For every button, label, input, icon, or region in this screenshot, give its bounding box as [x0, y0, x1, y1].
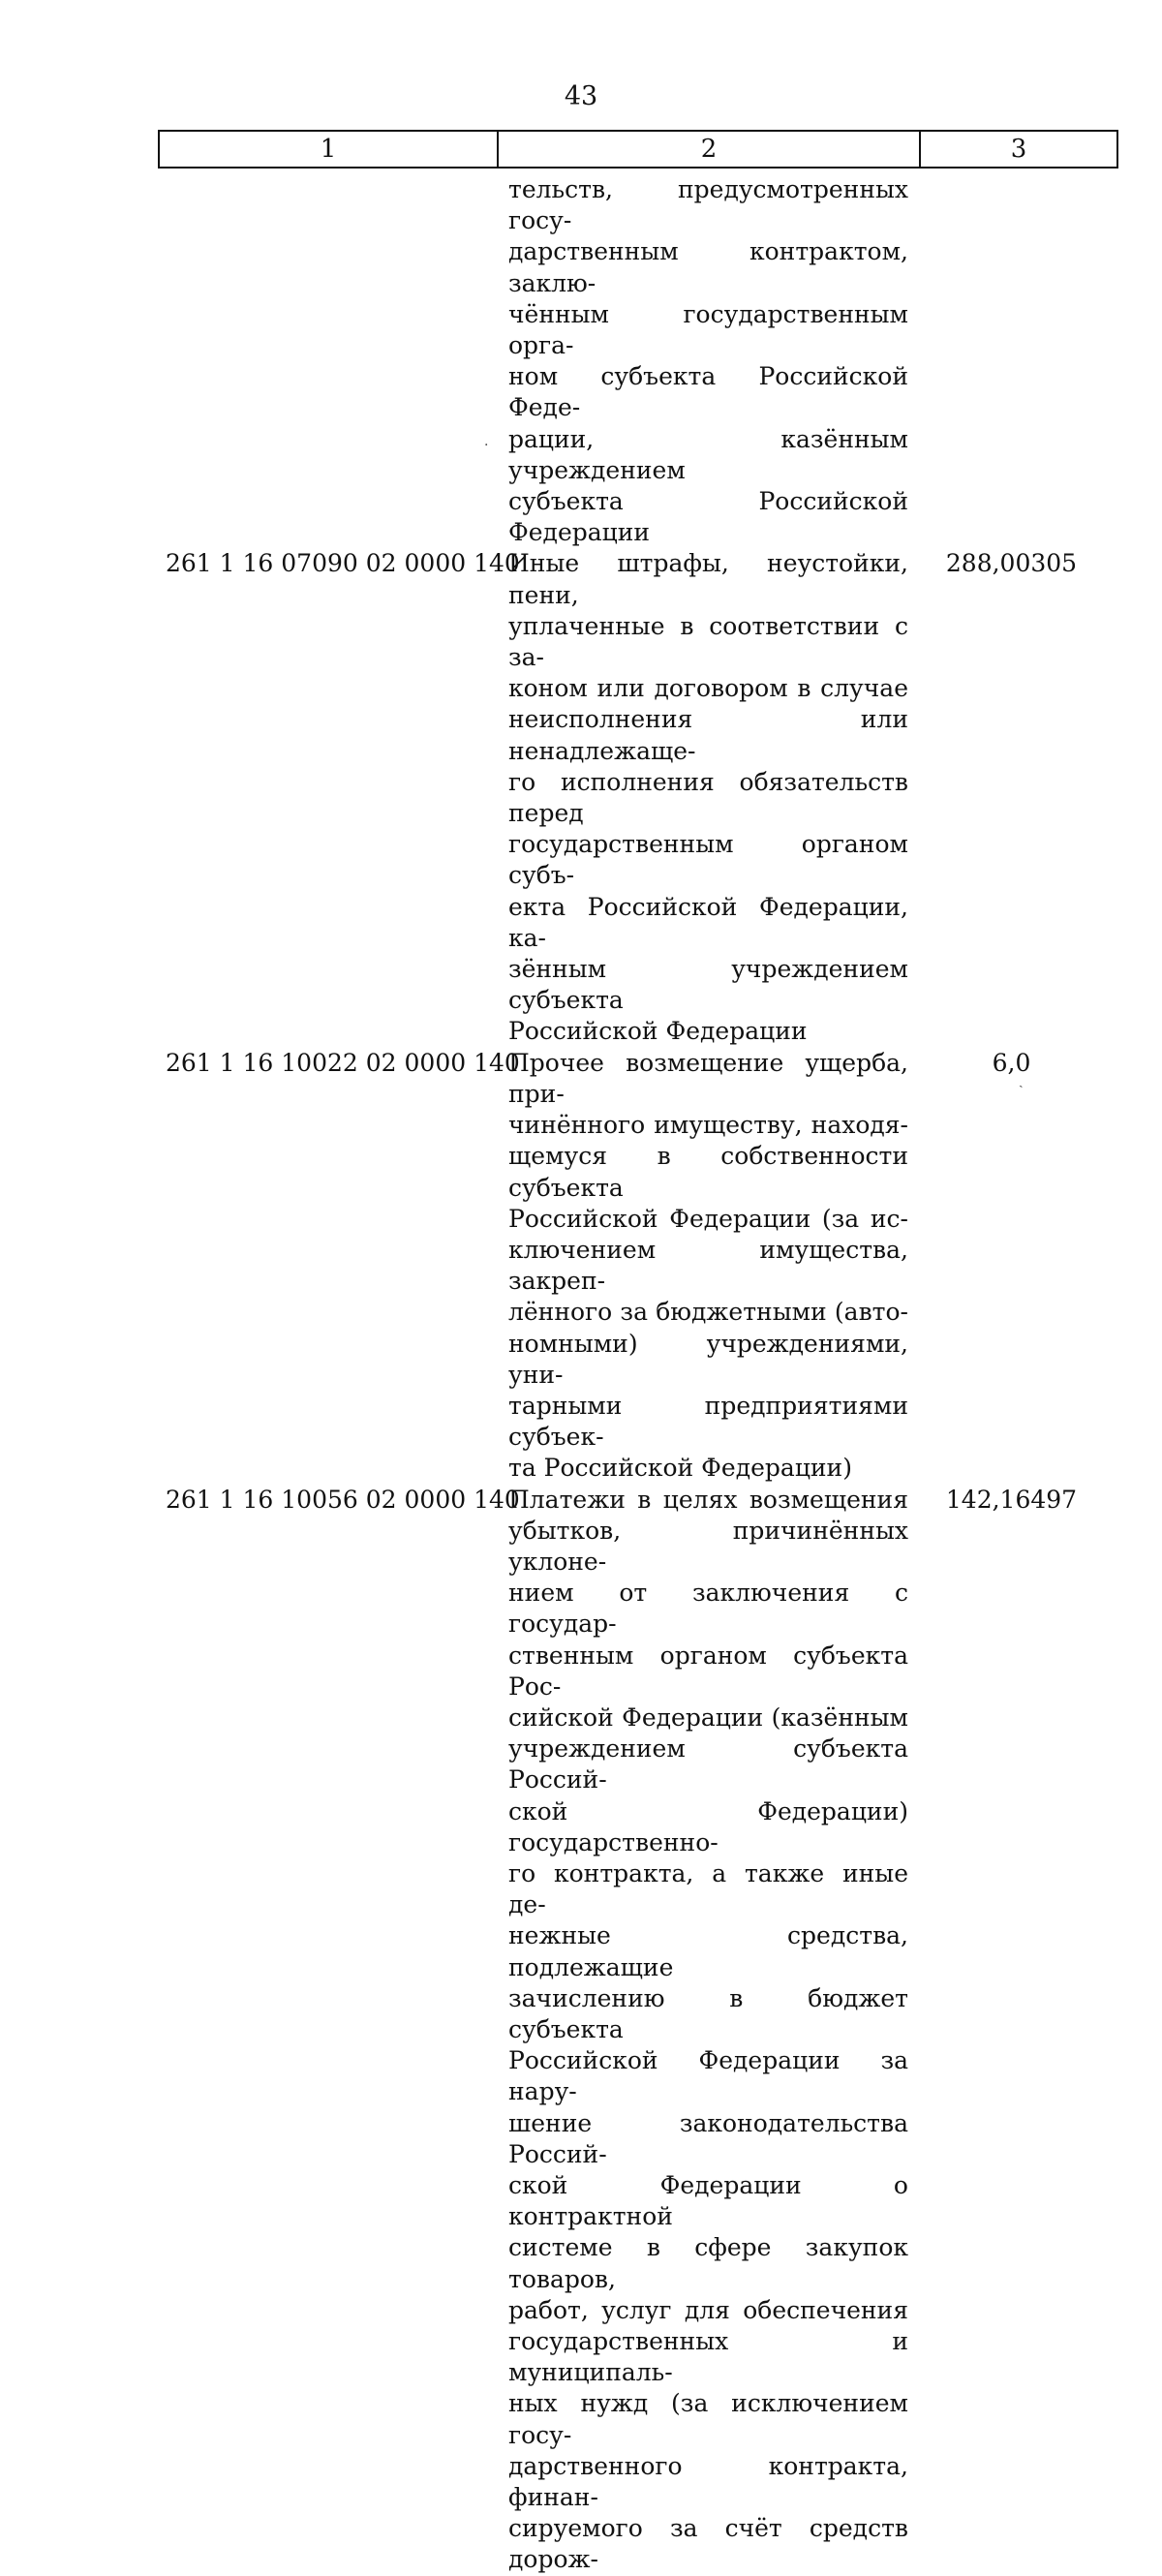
description-line: екта Российской Федерации, ка- — [508, 892, 908, 952]
description-line: Российской Федерации за нару- — [508, 2046, 908, 2106]
row-value: 142,16497 — [945, 1485, 1078, 1514]
description-line: Иные штрафы, неустойки, пени, — [508, 549, 908, 609]
row-code: 261 1 16 10056 02 0000 140 — [166, 1485, 520, 1514]
header-row — [159, 131, 1117, 168]
description-line: системе в сфере закупок товаров, — [508, 2233, 908, 2293]
description-line: ном субъекта Российской Феде- — [508, 362, 908, 422]
description-line: нежные средства, подлежащие — [508, 1921, 908, 1981]
description-line: Российской Федерации — [508, 1017, 808, 1046]
description-line: та Российской Федерации) — [508, 1454, 852, 1483]
description-line: коном или договором в случае — [508, 674, 908, 703]
row-code: 261 1 16 07090 02 0000 140 — [166, 549, 520, 578]
description-line: дарственным контрактом, заклю- — [508, 237, 908, 297]
scan-speck: ˏ — [1019, 1073, 1024, 1089]
description-line: ственным органом субъекта Рос- — [508, 1641, 908, 1701]
description-line: тельств, предусмотренных госу- — [508, 175, 908, 235]
description-line: го исполнения обязательств перед — [508, 767, 908, 828]
description-line: Платежи в целях возмещения — [508, 1485, 908, 1514]
row-value: 6,0 — [992, 1048, 1031, 1077]
header-col-2: 2 — [498, 131, 920, 168]
description-line: рации, казённым учреждением — [508, 424, 908, 484]
description-line: работ, услуг для обеспечения — [508, 2295, 908, 2324]
description-line: сийской Федерации (казённым — [508, 1702, 908, 1732]
header-col-3: 3 — [920, 131, 1117, 168]
description-line: ных нужд (за исключением госу- — [508, 2389, 908, 2449]
description-line: Российской Федерации (за ис- — [508, 1204, 908, 1233]
description-line: государственных и муниципаль- — [508, 2327, 908, 2387]
table-row — [158, 1485, 1115, 2576]
description-line: ключением имущества, закреп- — [508, 1235, 908, 1296]
description-line: тарными предприятиями субъек- — [508, 1391, 908, 1452]
row-value: 288,00305 — [945, 549, 1078, 578]
description-line: субъекта Российской Федерации — [508, 487, 908, 547]
description-line: щемуся в собственности субъекта — [508, 1142, 908, 1202]
description-line: дарственного контракта, финан- — [508, 2451, 908, 2512]
description-line: уплаченные в соответствии с за- — [508, 611, 908, 672]
description-line: го контракта, а также иные де- — [508, 1858, 908, 1919]
row-description — [497, 174, 908, 548]
description-line: неисполнения или ненадлежаще- — [508, 705, 908, 765]
table-row — [158, 174, 1115, 548]
description-line: шение законодательства Россий- — [508, 2108, 908, 2168]
row-description — [497, 1485, 908, 2576]
description-line: лённого за бюджетными (авто- — [508, 1298, 908, 1327]
header-col-1: 1 — [159, 131, 498, 168]
description-line: чённым государственным орга- — [508, 299, 908, 360]
row-description — [497, 548, 908, 1047]
description-line: зачислению в бюджет субъекта — [508, 1983, 908, 2043]
description-line: ской Федерации о контрактной — [508, 2171, 908, 2231]
description-line: государственным органом субъ- — [508, 830, 908, 890]
table-header — [158, 130, 1118, 169]
description-line: зённым учреждением субъекта — [508, 955, 908, 1015]
scan-speck: · — [484, 438, 489, 453]
description-line: чинённого имуществу, находя- — [508, 1111, 908, 1140]
description-line: Прочее возмещение ущерба, при- — [508, 1048, 908, 1108]
row-description — [497, 1048, 908, 1485]
row-code: 261 1 16 10022 02 0000 140 — [166, 1048, 520, 1077]
description-line: сируемого за счёт средств дорож- — [508, 2514, 908, 2574]
table-row — [158, 548, 1115, 1047]
description-line: нием от заключения с государ- — [508, 1579, 908, 1639]
table-row — [158, 1048, 1115, 1485]
description-line: номными) учреждениями, уни- — [508, 1329, 908, 1389]
table-body — [158, 174, 1115, 2576]
page-number: 43 — [564, 81, 598, 111]
description-line: убытков, причинённых уклоне- — [508, 1516, 908, 1576]
description-line: учреждением субъекта Россий- — [508, 1734, 908, 1794]
description-line: ской Федерации) государственно- — [508, 1796, 908, 1856]
